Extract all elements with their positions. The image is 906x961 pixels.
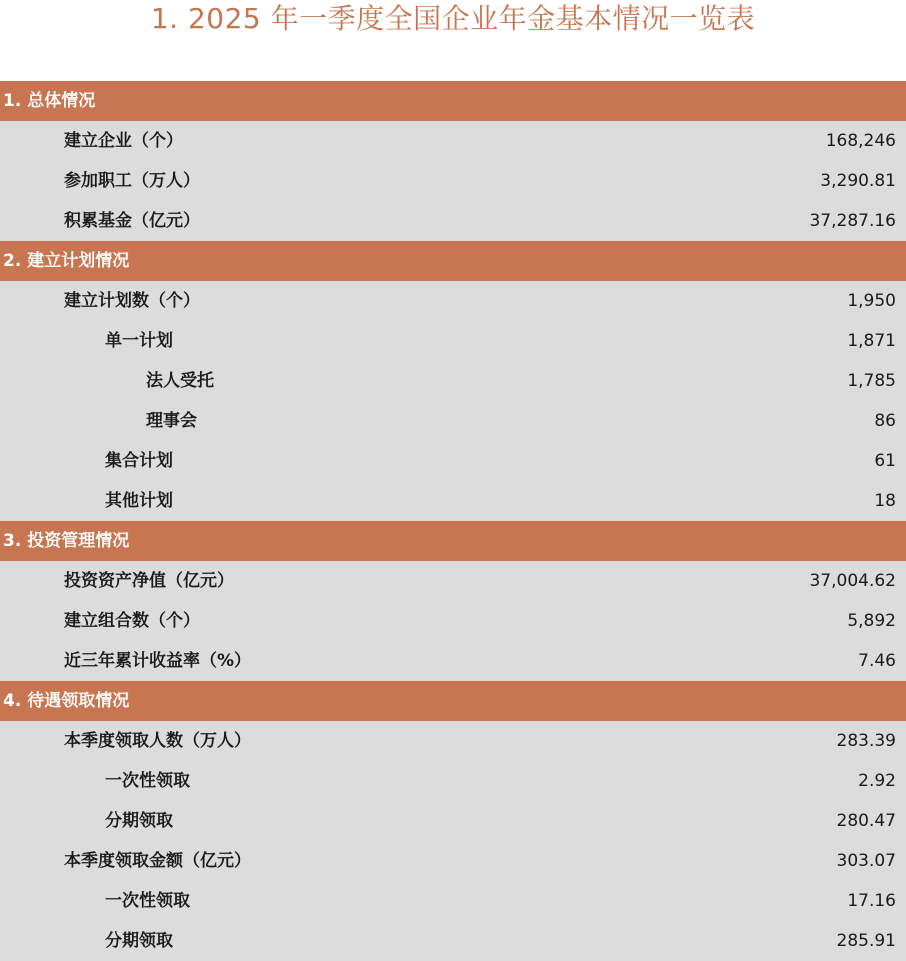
table-row xyxy=(0,761,906,801)
table-row xyxy=(0,161,906,201)
row-value: 2.92 xyxy=(858,771,896,791)
page-title: 1. 2025 年一季度全国企业年金基本情况一览表 xyxy=(150,2,756,35)
row-label: 集合计划 xyxy=(105,451,173,471)
row-value: 7.46 xyxy=(858,651,896,671)
row-value: 17.16 xyxy=(847,891,896,911)
row-label: 其他计划 xyxy=(105,491,173,511)
table-row xyxy=(0,281,906,321)
row-value: 3,290.81 xyxy=(820,171,896,191)
row-label: 建立计划数（个） xyxy=(64,291,200,311)
row-label: 法人受托 xyxy=(146,371,214,391)
row-label: 建立企业（个） xyxy=(64,131,183,151)
row-value: 61 xyxy=(874,451,896,471)
row-value: 86 xyxy=(874,411,896,431)
row-label: 一次性领取 xyxy=(105,771,190,791)
row-value: 1,871 xyxy=(847,331,896,351)
row-value: 280.47 xyxy=(836,811,896,831)
row-label: 积累基金（亿元） xyxy=(64,211,200,231)
annuity-summary-table xyxy=(0,81,906,961)
section-header-overall: 1. 总体情况 xyxy=(0,81,906,121)
table-row xyxy=(0,881,906,921)
row-label: 分期领取 xyxy=(105,931,173,951)
row-label: 单一计划 xyxy=(105,331,173,351)
row-label: 建立组合数（个） xyxy=(64,611,200,631)
table-row xyxy=(0,721,906,761)
row-value: 168,246 xyxy=(825,131,896,151)
row-label: 一次性领取 xyxy=(105,891,190,911)
row-value: 285.91 xyxy=(836,931,896,951)
table-row xyxy=(0,561,906,601)
row-label: 投资资产净值（亿元） xyxy=(64,571,234,591)
row-value: 1,785 xyxy=(847,371,896,391)
table-row xyxy=(0,641,906,681)
section-header-plans: 2. 建立计划情况 xyxy=(0,241,906,281)
row-value: 37,004.62 xyxy=(809,571,896,591)
row-value: 37,287.16 xyxy=(809,211,896,231)
table-row xyxy=(0,801,906,841)
table-row xyxy=(0,201,906,241)
table-row xyxy=(0,121,906,161)
table-row xyxy=(0,361,906,401)
row-value: 303.07 xyxy=(836,851,896,871)
table-row xyxy=(0,441,906,481)
row-label: 近三年累计收益率（%） xyxy=(64,651,252,671)
table-row xyxy=(0,601,906,641)
table-row xyxy=(0,841,906,881)
row-label: 本季度领取金额（亿元） xyxy=(64,851,251,871)
row-label: 本季度领取人数（万人） xyxy=(64,731,251,751)
section-header-benefits: 4. 待遇领取情况 xyxy=(0,681,906,721)
row-value: 5,892 xyxy=(847,611,896,631)
row-label: 理事会 xyxy=(146,411,197,431)
table-row xyxy=(0,321,906,361)
row-label: 分期领取 xyxy=(105,811,173,831)
row-value: 283.39 xyxy=(836,731,896,751)
row-label: 参加职工（万人） xyxy=(64,171,200,191)
row-value: 18 xyxy=(874,491,896,511)
section-header-investment: 3. 投资管理情况 xyxy=(0,521,906,561)
table-row xyxy=(0,481,906,521)
table-row xyxy=(0,401,906,441)
table-row xyxy=(0,921,906,961)
row-value: 1,950 xyxy=(847,291,896,311)
